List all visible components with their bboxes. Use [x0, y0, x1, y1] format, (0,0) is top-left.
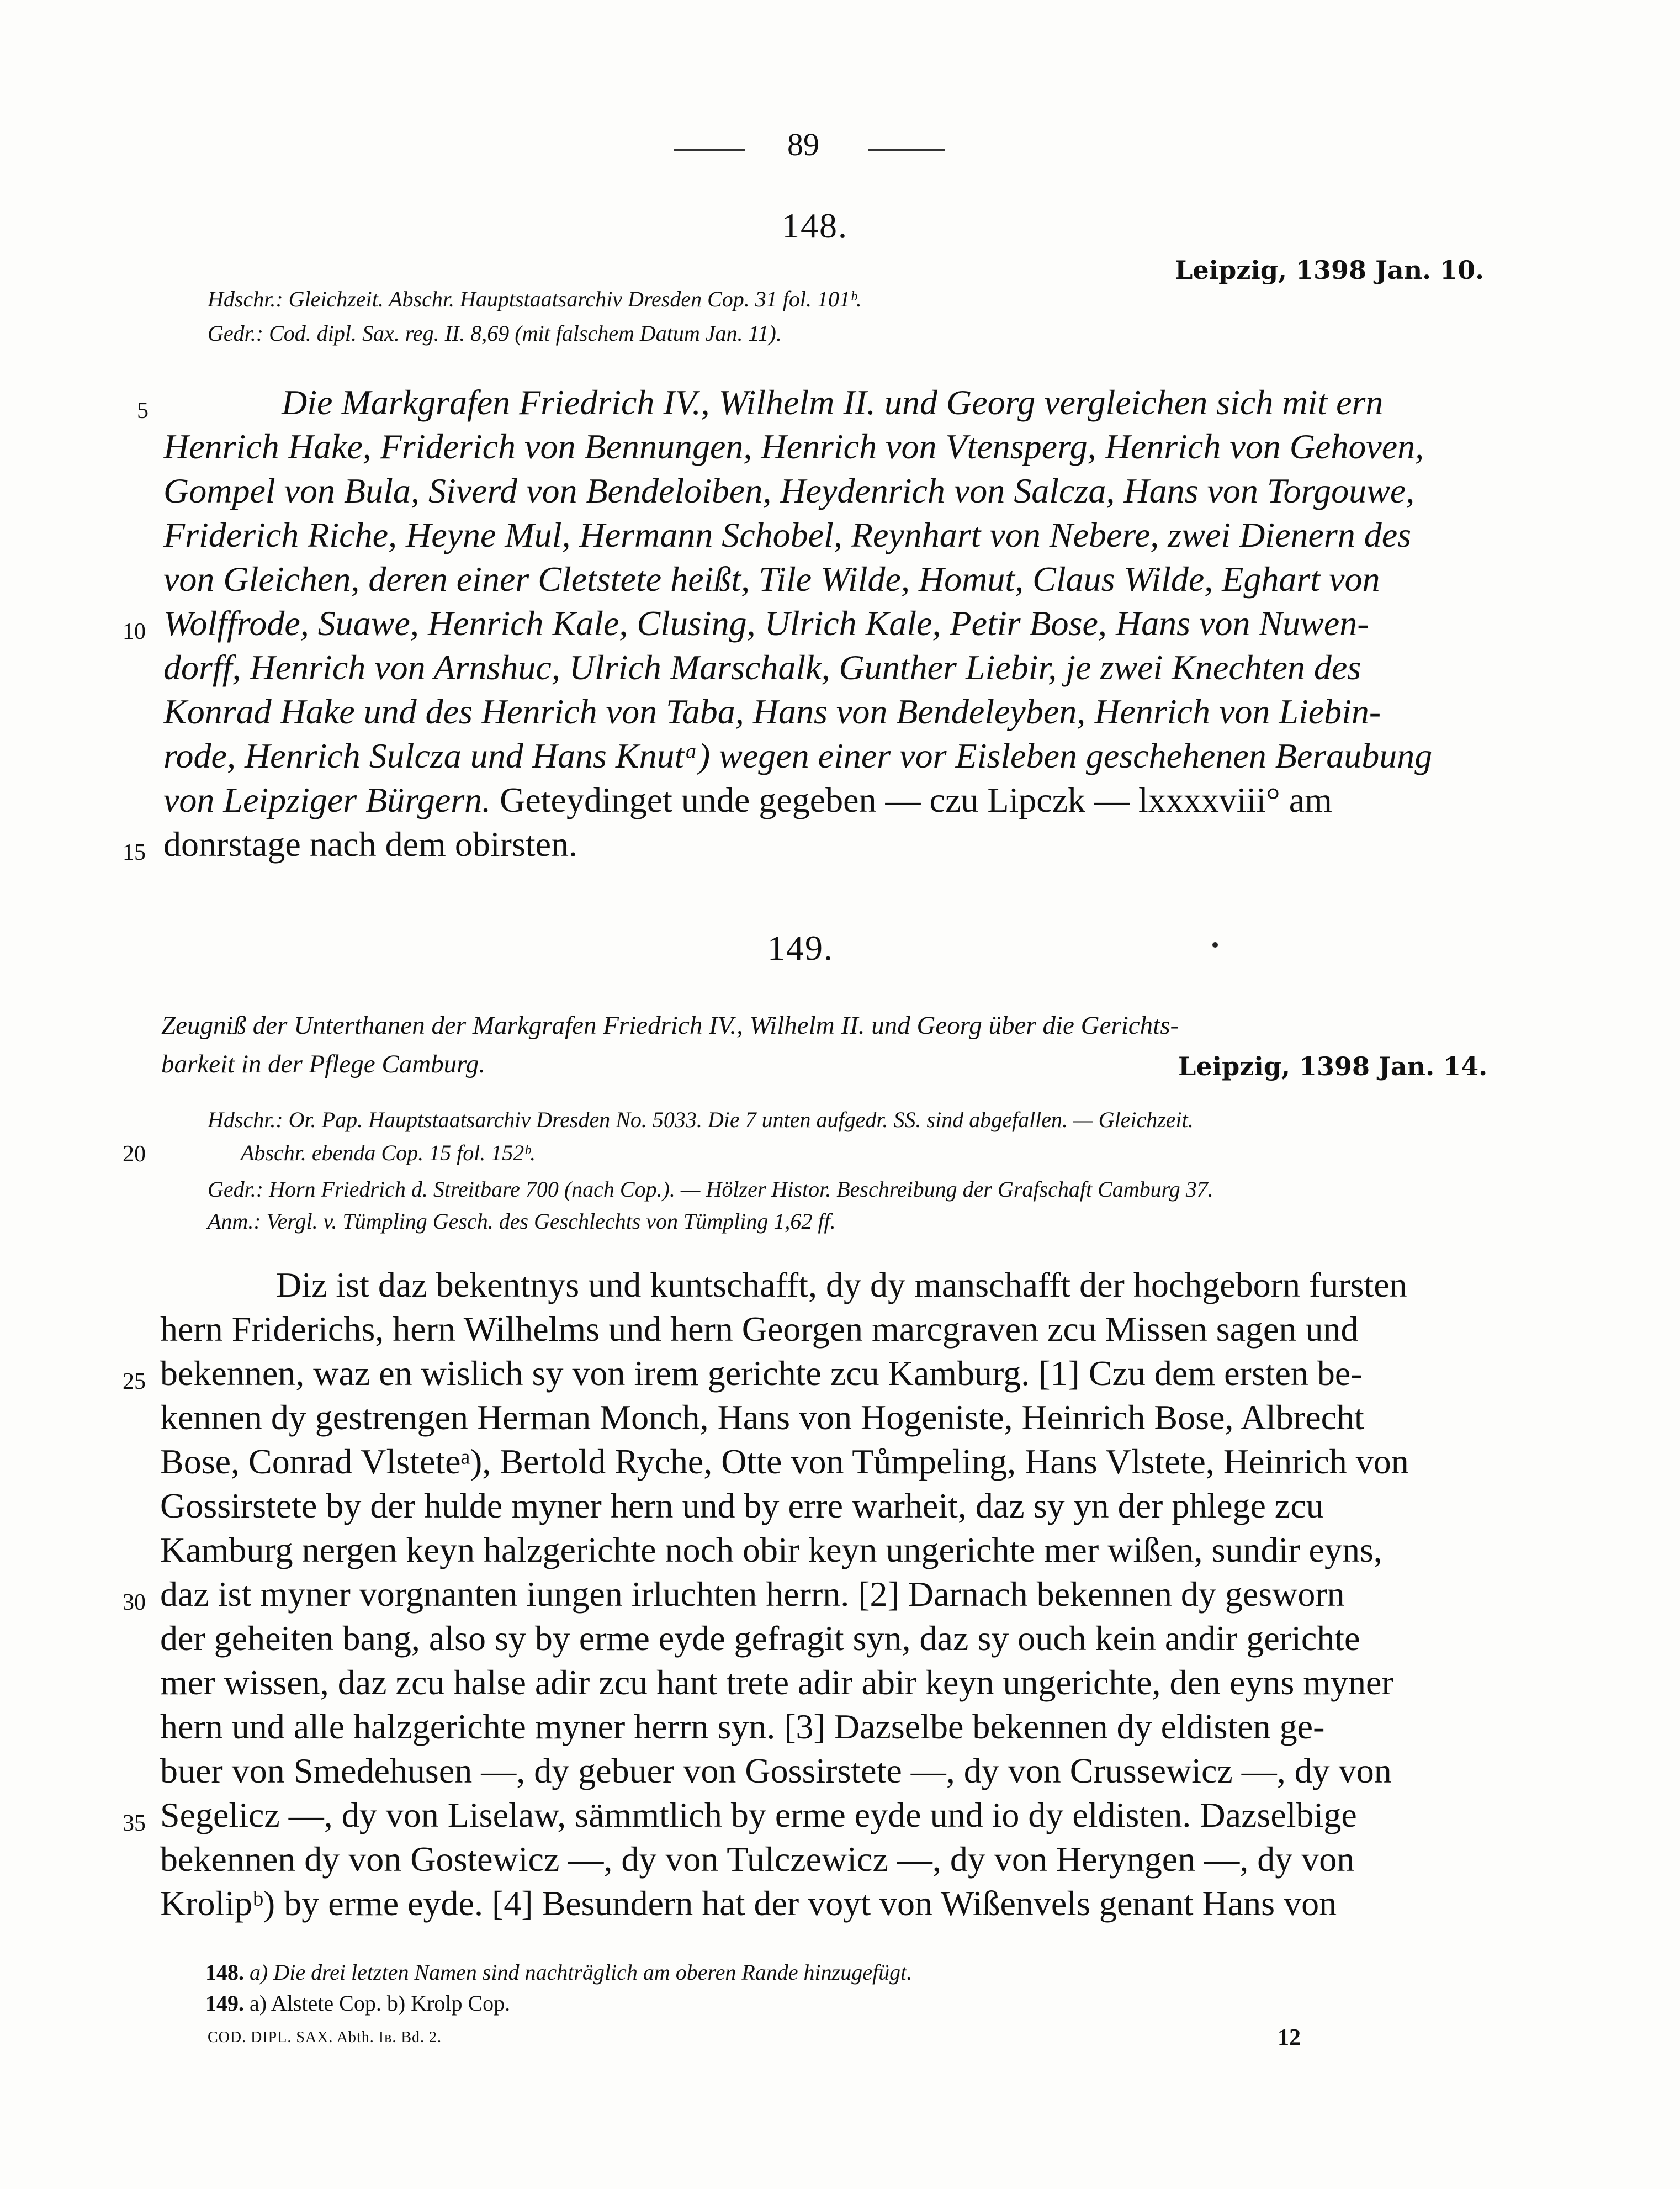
line-number-10: 10 — [123, 619, 146, 644]
sheet-number: 12 — [1278, 2025, 1301, 2050]
doc148-source-gedr: Gedr.: Cod. dipl. Sax. reg. II. 8,69 (mit falschem Datum Jan. 11). — [208, 321, 782, 346]
doc149-line-9: der geheiten bang, also sy by erme eyde gefragit syn, daz sy ouch kein andir gerichte — [160, 1619, 1360, 1658]
doc148-line-8: Konrad Hake und des Henrich von Taba, Hans von Bendeleyben, Henrich von Liebin- — [163, 692, 1381, 731]
footnote-148-label: 148. — [205, 1960, 244, 1985]
doc149-line-15: Krolipᵇ) by erme eyde. [4] Besundern hat der voyt von Wißenvels genant Hans von — [160, 1884, 1337, 1923]
ink-speck — [1212, 942, 1218, 948]
doc149-source-hdschr-cont: Abschr. ebenda Cop. 15 fol. 152ᵇ. — [241, 1140, 536, 1165]
header-rule-left — [674, 149, 745, 151]
doc148-source-hdschr: Hdschr.: Gleichzeit. Abschr. Hauptstaatsarchiv Dresden Cop. 31 fol. 101ᵇ. — [208, 287, 862, 311]
doc149-line-10: mer wissen, daz zcu halse adir zcu hant trete adir abir keyn ungerichte, den eyns myner — [160, 1663, 1393, 1702]
line-number-25: 25 — [123, 1369, 146, 1394]
doc149-source-gedr: Gedr.: Horn Friedrich d. Streitbare 700 (nach Cop.). — Hölzer Histor. Beschreibung der Grafschaft Camburg 37. — [208, 1177, 1213, 1202]
doc148-line-5: von Gleichen, deren einer Cletstete heißt, Tile Wilde, Homut, Claus Wilde, Eghart von — [163, 559, 1380, 599]
footnote-149-label: 149. — [205, 1991, 244, 2016]
doc149-summary-line-1: Zeugniß der Unterthanen der Markgrafen Friedrich IV., Wilhelm II. und Georg über die Gerichts- — [161, 1011, 1179, 1040]
doc148-line-9: rode, Henrich Sulcza und Hans Knutᵃ) wegen einer vor Eisleben geschehenen Beraubung — [163, 736, 1433, 775]
doc149-line-14: bekennen dy von Gostewicz —, dy von Tulczewicz —, dy von Heryngen —, dy von — [160, 1839, 1355, 1879]
doc148-line-10-italic: von Leipziger Bürgern. — [163, 780, 491, 819]
doc149-line-6: Gossirstete by der hulde myner hern und by erre warheit, daz sy yn der phlege zcu — [160, 1486, 1324, 1525]
doc148-line-4: Friderich Riche, Heyne Mul, Hermann Schobel, Reynhart von Nebere, zwei Dienern des — [163, 515, 1412, 554]
signature-line: COD. DIPL. SAX. Abth. Iв. Bd. 2. — [208, 2029, 442, 2046]
doc149-place-date: Leipzig, 1398 Jan. 14. — [1178, 1051, 1488, 1081]
doc149-line-5: Bose, Conrad Vlsteteᵃ), Bertold Ryche, Otte von Tůmpeling, Hans Vlstete, Heinrich von — [160, 1442, 1409, 1481]
footnote-149 — [205, 1990, 510, 2016]
doc148-line-2: Henrich Hake, Friderich von Bennungen, Henrich von Vtensperg, Henrich von Gehoven, — [163, 427, 1424, 466]
doc149-line-2: hern Friderichs, hern Wilhelms und hern Georgen marcgraven zcu Missen sagen und — [160, 1309, 1359, 1349]
line-number-35: 35 — [123, 1811, 146, 1836]
doc149-line-7: Kamburg nergen keyn halzgerichte noch obir keyn ungerichte mer wißen, sundir eyns, — [160, 1530, 1382, 1569]
doc148-line-6: Wolffrode, Suawe, Henrich Kale, Clusing, Ulrich Kale, Petir Bose, Hans von Nuwen- — [163, 604, 1369, 643]
doc148-line-7: dorff, Henrich von Arnshuc, Ulrich Marschalk, Gunther Liebir, je zwei Knechten des — [163, 648, 1361, 687]
doc148-line-3: Gompel von Bula, Siverd von Bendeloiben, Heydenrich von Salcza, Hans von Torgouwe, — [163, 471, 1415, 510]
doc149-line-4: kennen dy gestrengen Herman Monch, Hans von Hogeniste, Heinrich Bose, Albrecht — [160, 1398, 1364, 1437]
line-number-15: 15 — [123, 840, 146, 865]
doc148-line-11: donrstage nach dem obirsten. — [163, 824, 577, 864]
line-number-5: 5 — [137, 398, 149, 424]
doc149-line-3: bekennen, waz en wislich sy von irem gerichte zcu Kamburg. [1] Czu dem ersten be- — [160, 1353, 1363, 1393]
doc148-place-date: Leipzig, 1398 Jan. 10. — [1175, 255, 1485, 285]
doc148-line-1: Die Markgrafen Friedrich IV., Wilhelm II. und Georg vergleichen sich mit ern — [282, 383, 1384, 422]
doc149-number: 149. — [767, 928, 834, 967]
footnote-148-text: a) Die drei letzten Namen sind nachträglich am oberen Rande hinzugefügt. — [250, 1960, 913, 1985]
doc148-line-10 — [163, 780, 1332, 821]
line-number-20: 20 — [123, 1141, 146, 1167]
page-number: 89 — [787, 126, 819, 162]
footnote-148 — [205, 1959, 912, 1985]
doc149-line-11: hern und alle halzgerichte myner herrn syn. [3] Dazselbe bekennen dy eldisten ge- — [160, 1707, 1325, 1746]
footnote-149-text: a) Alstete Cop. b) Krolp Cop. — [250, 1991, 511, 2016]
doc149-line-1: Diz ist daz bekentnys und kuntschafft, dy dy manschafft der hochgeborn fursten — [276, 1265, 1407, 1304]
doc149-line-13: Segelicz —, dy von Liselaw, sämmtlich by erme eyde und io dy eldisten. Dazselbige — [160, 1795, 1357, 1834]
doc149-source-hdschr: Hdschr.: Or. Pap. Hauptstaatsarchiv Dresden No. 5033. Die 7 unten aufgedr. SS. sind abgefallen. — Gleichzeit. — [208, 1107, 1194, 1132]
doc149-summary-line-2: barkeit in der Pflege Camburg. — [161, 1050, 485, 1078]
line-number-30: 30 — [123, 1590, 146, 1615]
header-rule-right — [868, 149, 945, 151]
doc148-number: 148. — [782, 206, 848, 245]
doc149-line-8: daz ist myner vorgnanten iungen irluchten herrn. [2] Darnach bekennen dy gesworn — [160, 1574, 1345, 1614]
doc149-line-12: buer von Smedehusen —, dy gebuer von Gossirstete —, dy von Crussewicz —, dy von — [160, 1751, 1392, 1790]
doc148-line-10-text: Geteydinget unde gegeben — czu Lipczk — lxxxxviii° am — [491, 780, 1332, 819]
doc149-source-anm: Anm.: Vergl. v. Tümpling Gesch. des Geschlechts von Tümpling 1,62 ff. — [208, 1209, 836, 1234]
